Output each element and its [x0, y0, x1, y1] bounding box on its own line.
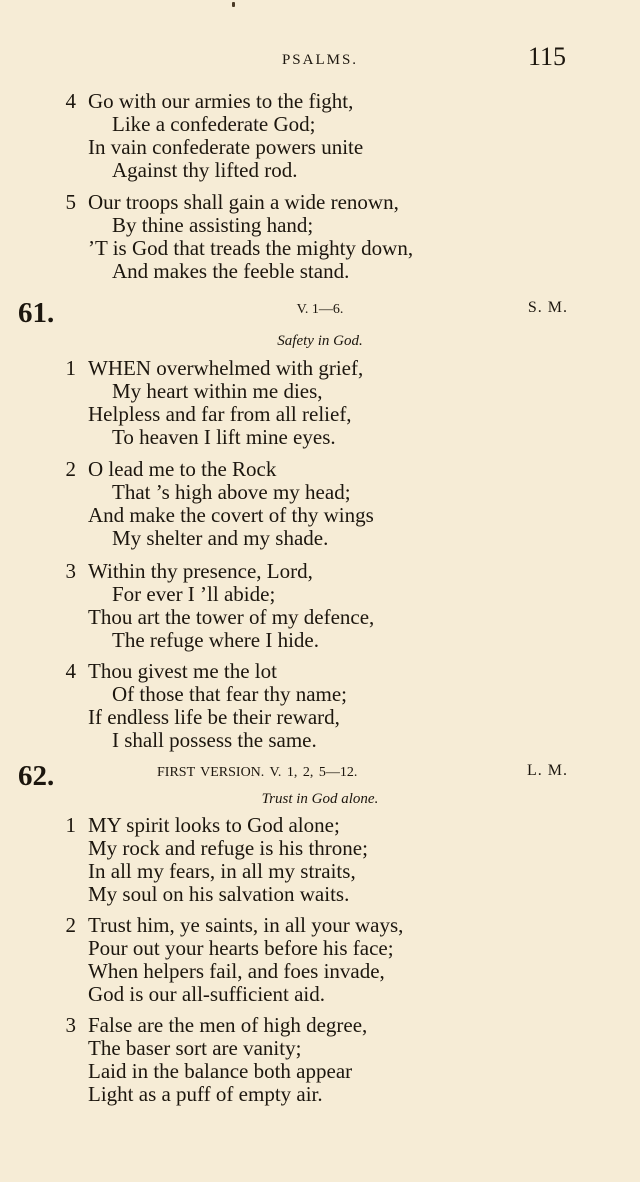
psalm-heading [0, 760, 640, 790]
stanza-number: 5 [65, 190, 76, 214]
line-text: Pour out your hearts before his face; [88, 936, 394, 960]
stanza-number: 3 [65, 559, 76, 583]
verse-line [64, 458, 584, 481]
line-text: By thine assisting hand; [112, 213, 314, 237]
line-text: Helpless and far from all relief, [88, 402, 352, 426]
line-text: My heart within me dies, [112, 379, 323, 403]
stanza [64, 814, 584, 906]
stanza [64, 191, 584, 283]
verse-line [64, 1083, 584, 1106]
line-text: And makes the feeble stand. [112, 259, 350, 283]
line-text: I shall possess the same. [112, 728, 317, 752]
psalm-meter: S. M. [527, 299, 568, 316]
stanza-number: 4 [65, 89, 76, 113]
line-text: The refuge where I hide. [112, 628, 319, 652]
verse-line [64, 504, 584, 527]
line-text: MY spirit looks to God alone; [88, 813, 340, 837]
psalm-subtitle: Safety in God. [277, 333, 363, 349]
psalm-verses: V. 1—6. [296, 302, 344, 317]
verse-line [64, 136, 584, 159]
line-text: Thou givest me the lot [88, 659, 277, 683]
line-text: ’T is God that treads the mighty down, [88, 236, 414, 260]
line-text: Our troops shall gain a wide renown, [88, 190, 399, 214]
stanza [64, 357, 584, 449]
line-text: And make the covert of thy wings [88, 503, 374, 527]
stanza-number: 1 [65, 813, 76, 837]
line-text: Against thy lifted rod. [112, 158, 298, 182]
verse-line [64, 914, 584, 937]
line-text: The baser sort are vanity; [88, 1036, 302, 1060]
line-text: In all my fears, in all my straits, [88, 859, 356, 883]
verse-line [64, 960, 584, 983]
line-text: Thou art the tower of my defence, [88, 605, 375, 629]
line-text: God is our all-sufficient aid. [88, 982, 325, 1006]
verse-line [64, 937, 584, 960]
line-text: To heaven I lift mine eyes. [112, 425, 336, 449]
line-text: False are the men of high degree, [88, 1013, 368, 1037]
verse-line [64, 214, 584, 237]
stanza-number: 4 [65, 659, 76, 683]
line-text: Of those that fear thy name; [112, 682, 347, 706]
verse-line [64, 481, 584, 504]
verse-line [64, 527, 584, 550]
stanza [64, 458, 584, 550]
verse-line [64, 560, 584, 583]
verse-line [64, 837, 584, 860]
stanza [64, 914, 584, 1006]
verse-line [64, 357, 584, 380]
verse-line [64, 403, 584, 426]
verse-line [64, 113, 584, 136]
psalm-number: 62. [18, 760, 55, 792]
line-text: My shelter and my shade. [112, 526, 329, 550]
ink-speck [232, 2, 235, 7]
line-text: O lead me to the Rock [88, 457, 277, 481]
line-text: In vain confederate powers unite [88, 135, 364, 159]
verse-line [64, 260, 584, 283]
line-text: Within thy presence, Lord, [88, 559, 313, 583]
verse-line [64, 191, 584, 214]
line-text: WHEN overwhelmed with grief, [88, 356, 364, 380]
verse-line [64, 1037, 584, 1060]
psalm-heading [0, 297, 640, 327]
verse-line [64, 159, 584, 182]
verse-line [64, 814, 584, 837]
verse-line [64, 729, 584, 752]
page-number: 115 [527, 42, 566, 71]
verse-line [64, 237, 584, 260]
verse-line [64, 1060, 584, 1083]
running-title: PSALMS. [281, 52, 359, 68]
verse-line [64, 90, 584, 113]
verse-line [64, 426, 584, 449]
line-text: When helpers fail, and foes invade, [88, 959, 385, 983]
stanza-number: 3 [65, 1013, 76, 1037]
stanza [64, 1014, 584, 1106]
stanza [64, 90, 584, 182]
line-text: Go with our armies to the fight, [88, 89, 354, 113]
running-head [0, 42, 640, 76]
line-text: Light as a puff of empty air. [88, 1082, 323, 1106]
stanza [64, 560, 584, 652]
line-text: My soul on his salvation waits. [88, 882, 350, 906]
verse-line [64, 583, 584, 606]
stanza-number: 2 [65, 457, 76, 481]
verse-line [64, 683, 584, 706]
line-text: Like a confederate God; [112, 112, 316, 136]
line-text: Trust him, ye saints, in all your ways, [88, 913, 404, 937]
verse-line [64, 883, 584, 906]
line-text: If endless life be their reward, [88, 705, 340, 729]
verse-line [64, 660, 584, 683]
psalm-verses: FIRST VERSION. V. 1, 2, 5—12. [157, 765, 358, 780]
line-text: My rock and refuge is his throne; [88, 836, 368, 860]
verse-line [64, 706, 584, 729]
psalm-subtitle: Trust in God alone. [261, 791, 379, 807]
psalm-meter: L. M. [527, 762, 568, 779]
stanza-number: 2 [65, 913, 76, 937]
psalm-number: 61. [18, 297, 55, 329]
line-text: Laid in the balance both appear [88, 1059, 353, 1083]
verse-line [64, 860, 584, 883]
verse-line [64, 380, 584, 403]
verse-line [64, 1014, 584, 1037]
stanza [64, 660, 584, 752]
verse-line [64, 629, 584, 652]
line-text: For ever I ’ll abide; [112, 582, 276, 606]
verse-line [64, 983, 584, 1006]
line-text: That ’s high above my head; [112, 480, 351, 504]
stanza-number: 1 [65, 356, 76, 380]
verse-line [64, 606, 584, 629]
